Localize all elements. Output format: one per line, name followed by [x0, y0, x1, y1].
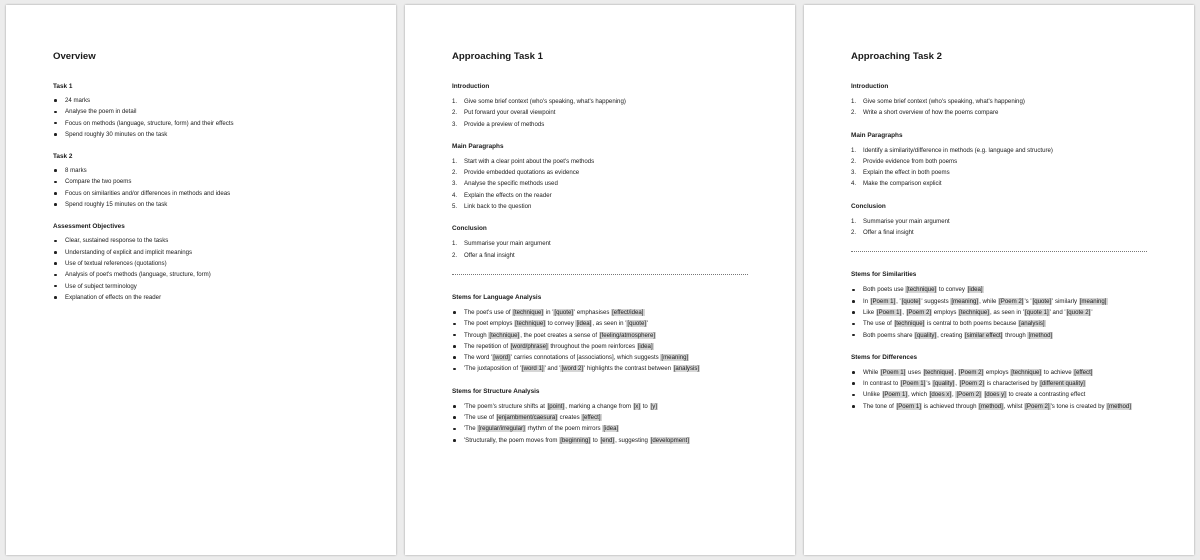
placeholder-highlight: [idea] [603, 425, 619, 433]
stem-item [851, 378, 1164, 389]
placeholder-highlight: [technique] [906, 286, 937, 294]
list-item [452, 178, 765, 189]
stem-text: through [1003, 331, 1028, 339]
task1-list [53, 95, 366, 140]
page-title: Overview [53, 51, 96, 62]
list-item: Explanation of effects on the reader [53, 292, 366, 303]
stem-text: ' similarly [1052, 297, 1079, 305]
list-text: Start with a clear point about the poet's methods [464, 157, 595, 165]
stem-text: ' [1091, 308, 1093, 316]
placeholder-highlight: [technique] [1011, 368, 1042, 376]
placeholder-highlight: [word/phrase] [510, 342, 548, 350]
list-item: Use of subject terminology [53, 281, 366, 292]
stem-text: The poet's use of [464, 308, 513, 316]
conclusion-list [452, 238, 765, 261]
placeholder-highlight: [effect] [582, 414, 601, 422]
main-paragraphs-list [452, 156, 765, 212]
list-number: 1. [851, 217, 857, 225]
placeholder-highlight: [Poem 1] [896, 402, 921, 410]
section-heading-similarities-stems: Stems for Similarities [851, 271, 917, 279]
placeholder-highlight: [regular/irregular] [478, 425, 525, 433]
stem-item [851, 296, 1164, 307]
stem-text: to [591, 436, 600, 444]
list-item [851, 96, 1164, 107]
list-item: Spend roughly 15 minutes on the task [53, 199, 366, 210]
placeholder-highlight: [quote] [901, 297, 921, 305]
placeholder-highlight: [meaning] [1079, 297, 1107, 305]
stem-text: 'The [464, 425, 478, 433]
placeholder-highlight: [y] [650, 402, 657, 410]
stem-item [851, 401, 1164, 412]
placeholder-highlight: [Poem 2] [959, 380, 985, 388]
stem-item [452, 307, 765, 318]
list-item [851, 227, 1164, 238]
list-text: Provide a preview of methods [464, 120, 545, 128]
stem-text: 'The poem's structure shifts at [464, 402, 547, 410]
stem-item [452, 401, 765, 412]
stem-text: , [902, 308, 906, 316]
stem-text: , creating [937, 331, 964, 339]
stem-item [452, 423, 765, 434]
placeholder-highlight: [effect] [1074, 368, 1093, 376]
placeholder-highlight: [word] [493, 354, 510, 362]
placeholder-highlight: [Poem 2] [906, 308, 932, 316]
list-item [851, 107, 1164, 118]
placeholder-highlight: [point] [547, 402, 565, 410]
list-item [452, 107, 765, 118]
placeholder-highlight: [method] [979, 402, 1003, 410]
stem-text: ' and ' [1049, 308, 1066, 316]
placeholder-highlight: [technique] [513, 308, 544, 316]
placeholder-highlight: [different quality] [1040, 380, 1085, 388]
stem-item [452, 435, 765, 446]
placeholder-highlight: [idea] [576, 320, 592, 328]
stem-text: The use of [863, 320, 894, 328]
stem-text: 'The juxtaposition of ' [464, 365, 521, 373]
list-number: 1. [851, 146, 857, 154]
stem-text: ' emphasises [574, 308, 612, 316]
stem-text: 's ' [1024, 297, 1032, 305]
stem-text: 'The use of [464, 414, 496, 422]
list-text: Make the comparison explicit [863, 180, 942, 188]
page-approaching-task-1 [405, 5, 795, 555]
list-number: 1. [452, 157, 458, 165]
list-text: Explain the effect in both poems [863, 169, 950, 177]
stem-text: , the poet creates a sense of [520, 331, 599, 339]
stem-text: , [954, 368, 958, 376]
list-item: Clear, sustained response to the tasks [53, 235, 366, 246]
placeholder-highlight: [effect/idea] [612, 308, 644, 316]
placeholder-highlight: [quality] [915, 331, 937, 339]
list-text: Identify a similarity/difference in methods (e.g. language and structure) [863, 146, 1053, 154]
placeholder-highlight: [similar effect] [964, 331, 1003, 339]
placeholder-highlight: [meaning] [951, 297, 979, 305]
stem-item [851, 284, 1164, 295]
placeholder-highlight: [Poem 2] [999, 297, 1024, 305]
list-item [452, 250, 765, 261]
section-heading-task1: Task 1 [53, 83, 73, 90]
list-item [452, 96, 765, 107]
placeholder-highlight: [Poem 1] [880, 368, 906, 376]
conclusion-list [851, 216, 1164, 239]
stem-text: creates [557, 414, 582, 422]
list-item: Compare the two poems [53, 176, 366, 187]
placeholder-highlight: [method] [1028, 331, 1053, 339]
list-item: Spend roughly 30 minutes on the task [53, 129, 366, 140]
section-heading-main-paragraphs: Main Paragraphs [851, 131, 903, 139]
stem-item [452, 330, 765, 341]
stem-text: to achieve [1042, 368, 1074, 376]
stem-text: , ' [896, 297, 901, 305]
stem-text: The repetition of [464, 342, 510, 350]
placeholder-highlight: [Poem 2] [958, 368, 984, 376]
section-heading-main-paragraphs: Main Paragraphs [452, 142, 504, 150]
placeholder-highlight: [Poem 2] [1025, 402, 1050, 410]
list-text: Link back to the question [464, 203, 532, 211]
stem-text: is achieved through [921, 402, 979, 410]
stem-item [851, 389, 1164, 400]
stem-text: In contrast to [863, 380, 900, 388]
placeholder-highlight: [enjambment/caesura] [496, 414, 557, 422]
placeholder-highlight: [Poem 1] [870, 297, 896, 305]
stem-text: to convey [545, 320, 576, 328]
placeholder-highlight: [development] [650, 436, 689, 444]
list-item [452, 167, 765, 178]
introduction-list [851, 96, 1164, 119]
stem-text: 's [926, 380, 933, 388]
section-heading-differences-stems: Stems for Differences [851, 353, 918, 361]
list-item [452, 190, 765, 201]
list-text: Give some brief context (who's speaking, what's happening) [863, 98, 1025, 105]
list-number: 4. [452, 191, 458, 199]
list-number: 2. [452, 251, 458, 259]
page-overview [6, 5, 396, 555]
stem-item [452, 352, 765, 363]
list-item: Understanding of explicit and implicit meanings [53, 247, 366, 258]
list-text: Provide embedded quotations as evidence [464, 169, 580, 177]
main-paragraphs-list [851, 145, 1164, 190]
stem-text: to create a contrasting effect [1006, 391, 1086, 399]
list-number: 2. [851, 157, 857, 165]
list-item [851, 145, 1164, 156]
stem-text: Both poets use [863, 286, 906, 294]
placeholder-highlight: [method] [1107, 402, 1132, 410]
stem-text: Unlike [863, 391, 882, 399]
stem-item [851, 330, 1164, 341]
placeholder-highlight: [quote] [1032, 297, 1052, 305]
stem-text: The poet employs [464, 320, 515, 328]
list-item: Focus on methods (language, structure, form) and their effects [53, 118, 366, 129]
placeholder-highlight: [technique] [515, 320, 545, 328]
stem-text: throughout the poem reinforces [548, 342, 637, 350]
list-number: 1. [452, 98, 458, 105]
stem-text: Both poems share [863, 331, 915, 339]
stem-text: , marking a change from [565, 402, 633, 410]
placeholder-highlight: [analysis] [673, 365, 700, 373]
section-heading-introduction: Introduction [452, 83, 490, 90]
list-item: 24 marks [53, 95, 366, 106]
placeholder-highlight: [technique] [894, 320, 925, 328]
list-item [851, 178, 1164, 189]
stem-text: is central to both poems because [925, 320, 1019, 328]
placeholder-highlight: [idea] [967, 286, 983, 294]
placeholder-highlight: [quote] [554, 308, 574, 316]
placeholder-highlight: [beginning] [560, 436, 591, 444]
stem-text: , which [908, 391, 929, 399]
list-number: 2. [851, 229, 857, 237]
stem-text: uses [906, 368, 923, 376]
task2-list [53, 165, 366, 210]
placeholder-highlight: [quality] [933, 380, 955, 388]
placeholder-highlight: [does x] [929, 391, 952, 399]
stem-text: 's tone is created by [1050, 402, 1107, 410]
stem-text: The tone of [863, 402, 896, 410]
placeholder-highlight: [word 2] [561, 365, 584, 373]
list-text: Put forward your overall viewpoint [464, 109, 556, 117]
stem-text: , whilst [1003, 402, 1025, 410]
stem-item [851, 318, 1164, 329]
placeholder-highlight: [quote 1] [1024, 308, 1049, 316]
list-item: Use of textual references (quotations) [53, 258, 366, 269]
stem-item [452, 363, 765, 374]
stem-text: The word ' [464, 354, 493, 362]
list-item [452, 156, 765, 167]
structure-stems-list [452, 401, 765, 446]
placeholder-highlight: [Poem 1] [882, 391, 908, 399]
section-heading-conclusion: Conclusion [851, 202, 886, 210]
list-item [452, 119, 765, 130]
stem-text: , suggesting [615, 436, 650, 444]
placeholder-highlight: [x] [633, 402, 641, 410]
list-text: Analyse the specific methods used [464, 180, 558, 188]
placeholder-highlight: [technique] [923, 368, 954, 376]
section-heading-language-stems: Stems for Language Analysis [452, 293, 542, 301]
stem-text: to convey [937, 286, 967, 294]
stem-text: 'Structurally, the poem moves from [464, 436, 560, 444]
list-item [851, 167, 1164, 178]
stem-item [452, 341, 765, 352]
list-item [851, 156, 1164, 167]
stem-text: is characterised by [985, 380, 1040, 388]
list-number: 2. [452, 169, 458, 177]
list-item [452, 201, 765, 212]
stem-item [452, 318, 765, 329]
list-text: Provide evidence from both poems [863, 157, 958, 165]
list-text: Explain the effects on the reader [464, 191, 552, 199]
list-text: Offer a final insight [464, 251, 515, 259]
stem-text: , as seen in ' [989, 308, 1024, 316]
placeholder-highlight: [technique] [959, 308, 989, 316]
stem-item [851, 367, 1164, 378]
page-approaching-task-2 [804, 5, 1194, 555]
section-heading-assessment-objectives: Assessment Objectives [53, 223, 125, 231]
placeholder-highlight: [Poem 1] [900, 380, 926, 388]
stem-text: , as seen in ' [592, 320, 627, 328]
section-heading-introduction: Introduction [851, 83, 889, 90]
placeholder-highlight: [technique] [489, 331, 520, 339]
section-heading-task2: Task 2 [53, 153, 73, 161]
stem-text: employs [932, 308, 959, 316]
list-item: Analysis of poet's methods (language, structure, form) [53, 269, 366, 280]
stem-text: , [952, 391, 956, 399]
stem-text: , [955, 380, 959, 388]
stem-item [851, 307, 1164, 318]
placeholder-highlight: [Poem 2] [956, 391, 981, 399]
placeholder-highlight: [Poem 1] [876, 308, 902, 316]
list-text: Give some brief context (who's speaking, what's happening) [464, 98, 626, 105]
section-heading-structure-stems: Stems for Structure Analysis [452, 387, 540, 395]
list-item: 8 marks [53, 165, 366, 176]
list-text: Summarise your main argument [863, 217, 950, 225]
stem-text: ' [647, 320, 649, 328]
placeholder-highlight: [meaning] [661, 354, 689, 362]
stem-text: in ' [544, 308, 554, 316]
stem-text: ' carries connotations of [associations], which suggests [510, 354, 661, 362]
list-number: 2. [851, 109, 857, 117]
list-item: Focus on similarities and/or differences in methods and ideas [53, 188, 366, 199]
list-text: Write a short overview of how the poems compare [863, 109, 999, 117]
stem-item [452, 412, 765, 423]
placeholder-highlight: [word 1] [521, 365, 544, 373]
placeholder-highlight: [analysis] [1019, 320, 1045, 328]
list-number: 1. [851, 98, 857, 105]
similarities-stems-list [851, 284, 1164, 340]
differences-stems-list [851, 367, 1164, 412]
stem-text: rhythm of the poem mirrors [525, 425, 603, 433]
dotted-divider [851, 251, 1147, 252]
stem-text: , while [979, 297, 999, 305]
stem-text: While [863, 368, 880, 376]
stem-text: ' highlights the contrast between [584, 365, 673, 373]
placeholder-highlight: [end] [600, 436, 615, 444]
list-number: 3. [452, 120, 458, 128]
list-number: 4. [851, 180, 857, 188]
list-item: Analyse the poem in detail [53, 106, 366, 117]
list-number: 3. [452, 180, 458, 188]
stem-text: to [641, 402, 650, 410]
stem-text: Through [464, 331, 489, 339]
placeholder-highlight: [quote] [627, 320, 647, 328]
page-title: Approaching Task 2 [851, 51, 942, 62]
placeholder-highlight: [does y] [984, 391, 1006, 399]
list-number: 2. [452, 109, 458, 117]
stem-text: ' and ' [544, 365, 561, 373]
list-number: 5. [452, 203, 458, 211]
list-number: 3. [851, 169, 857, 177]
stem-text: ' suggests [921, 297, 951, 305]
language-stems-list [452, 307, 765, 375]
stem-text: employs [984, 368, 1011, 376]
introduction-list [452, 96, 765, 130]
list-number: 1. [452, 240, 458, 248]
list-item [851, 216, 1164, 227]
placeholder-highlight: [quote 2] [1066, 308, 1091, 316]
dotted-divider [452, 274, 748, 275]
stem-text: Like [863, 308, 876, 316]
section-heading-conclusion: Conclusion [452, 225, 487, 233]
stem-text: In [863, 297, 870, 305]
list-text: Summarise your main argument [464, 240, 551, 248]
assessment-objectives-list [53, 235, 366, 303]
page-title: Approaching Task 1 [452, 51, 543, 62]
placeholder-highlight: [idea] [637, 342, 653, 350]
placeholder-highlight: [feeling/atmosphere] [599, 331, 656, 339]
list-item [452, 238, 765, 249]
list-text: Offer a final insight [863, 229, 914, 237]
